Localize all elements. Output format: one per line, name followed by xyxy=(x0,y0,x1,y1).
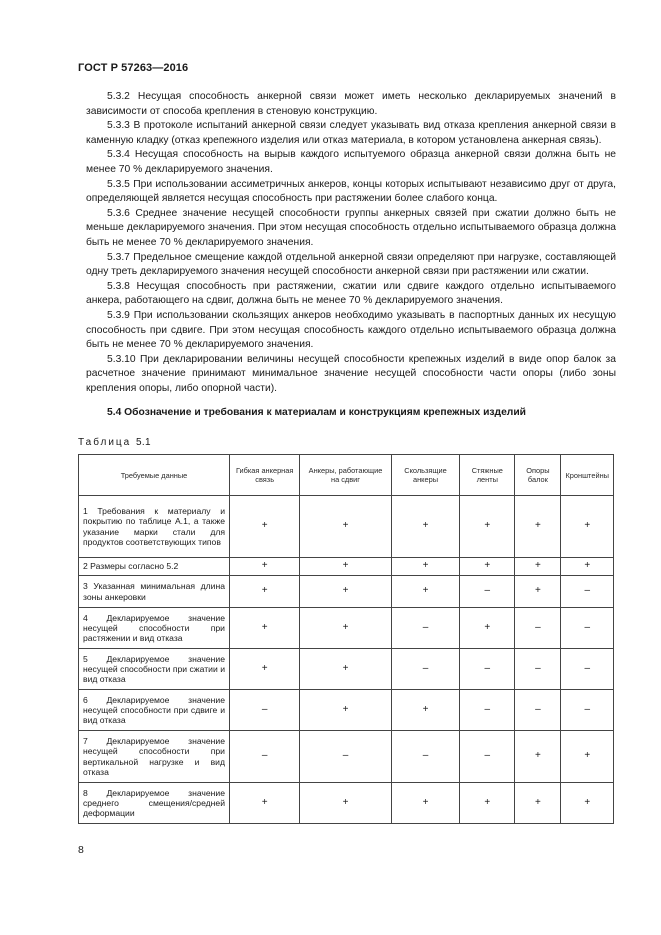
cell-mark: – xyxy=(460,576,515,608)
cell-mark: + xyxy=(515,496,561,558)
cell-mark: + xyxy=(230,558,300,576)
cell-mark: + xyxy=(460,783,515,824)
paragraph-5-3-9: 5.3.9 При использовании скользящих анкеров необходимо указывать в паспортных данных их несущую способность при сдвиге. При этом несущая способность каждого отдельно испытываемого образца должна быть не менее 70 % декларируемого значения. xyxy=(86,309,616,351)
header-beam-supports: Опоры балок xyxy=(515,455,561,496)
cell-mark: + xyxy=(300,783,391,824)
paragraph-5-3-10: 5.3.10 При декларировании величины несущей способности крепежных изделий в виде опор балок за расчетное значение принимают минимальное значение несущей способности части опоры (либо зоны крепления опоры, либо опорной части). xyxy=(86,353,616,394)
table-row xyxy=(79,576,614,608)
row-label: 1 Требования к материалу и покрытию по таблице А.1, а также указание марки стали для продуктов соответствующих типов xyxy=(79,496,230,558)
cell-mark: – xyxy=(460,649,515,690)
paragraph-5-3-5: 5.3.5 При использовании ассиметричных анкеров, концы которых испытывают независимо друг от друга, определяющей является несущая способность при растяжении более слабого конца. xyxy=(86,178,616,205)
cell-mark: + xyxy=(561,731,614,783)
cell-mark: – xyxy=(561,576,614,608)
paragraph-5-3-6: 5.3.6 Среднее значение несущей способности группы анкерных связей при сжатии должно быть не меньше декларируемого значения. При этом несущая способность отдельно испытываемого образца должна быть не менее 70 % декларируемого значения. xyxy=(86,207,616,248)
page-number: 8 xyxy=(78,844,84,856)
header-shear-anchors: Анкеры, работающие на сдвиг xyxy=(300,455,391,496)
cell-mark: + xyxy=(230,576,300,608)
table-row xyxy=(79,783,614,824)
row-label: 7 Декларируемое значение несущей способности при вертикальной нагрузке и вид отказа xyxy=(79,731,230,783)
cell-mark: + xyxy=(460,496,515,558)
body-text xyxy=(86,90,616,396)
cell-mark: – xyxy=(391,608,460,649)
row-label: 6 Декларируемое значение несущей способности при сдвиге и вид отказа xyxy=(79,690,230,731)
cell-mark: – xyxy=(515,608,561,649)
cell-mark: – xyxy=(515,690,561,731)
cell-mark: + xyxy=(391,558,460,576)
cell-mark: + xyxy=(460,608,515,649)
cell-mark: + xyxy=(230,783,300,824)
table-row xyxy=(79,731,614,783)
cell-mark: + xyxy=(230,608,300,649)
header-tie-straps: Стяжные ленты xyxy=(460,455,515,496)
cell-mark: + xyxy=(515,731,561,783)
cell-mark: + xyxy=(300,649,391,690)
cell-mark: + xyxy=(561,783,614,824)
table-row xyxy=(79,496,614,558)
paragraph-5-3-3: 5.3.3 В протоколе испытаний анкерной связи следует указывать вид отказа крепления анкерной связи в каменную кладку (отказ крепежного изделия или отказ материала, в котором установлена анкерная связь). xyxy=(86,120,616,146)
cell-mark: – xyxy=(300,731,391,783)
cell-mark: + xyxy=(515,576,561,608)
paragraph-5-3-8: 5.3.8 Несущая способность при растяжении, сжатии или сдвиге каждого отдельно испытываемого анкера, работающего на сдвиг, должна быть не менее 70 % декларируемого значения. xyxy=(86,280,616,307)
row-label: 3 Указанная минимальная длина зоны анкеровки xyxy=(79,576,230,608)
cell-mark: + xyxy=(300,558,391,576)
section-title: 5.4 Обозначение и требования к материалам и конструкциям крепежных изделий xyxy=(107,407,526,418)
table-caption-number: 5.1 xyxy=(136,437,151,448)
table-row xyxy=(79,690,614,731)
cell-mark: + xyxy=(561,496,614,558)
paragraph-5-3-7: 5.3.7 Предельное смещение каждой отдельной анкерной связи определяют при нагрузке, составляющей одну треть декларируемого значения несущей способности анкерной связи при растяжении или сжатии. xyxy=(86,251,616,278)
cell-mark: + xyxy=(300,576,391,608)
paragraph-5-3-2: 5.3.2 Несущая способность анкерной связи может иметь несколько декларируемых значений в зависимости от способа крепления в стеновую конструкцию. xyxy=(86,91,616,117)
cell-mark: – xyxy=(561,608,614,649)
cell-mark: + xyxy=(515,783,561,824)
cell-mark: – xyxy=(230,690,300,731)
table-row xyxy=(79,608,614,649)
table-row xyxy=(79,558,614,576)
cell-mark: + xyxy=(230,496,300,558)
row-label: 2 Размеры согласно 5.2 xyxy=(79,558,230,576)
header-flexible-anchor: Гибкая анкерная связь xyxy=(230,455,300,496)
row-label: 8 Декларируемое значение среднего смещения/средней деформации xyxy=(79,783,230,824)
cell-mark: + xyxy=(300,608,391,649)
cell-mark: + xyxy=(300,690,391,731)
cell-mark: + xyxy=(391,576,460,608)
requirements-table xyxy=(78,454,614,824)
table-caption xyxy=(78,437,151,448)
row-label: 4 Декларируемое значение несущей способности при растяжении и вид отказа xyxy=(79,608,230,649)
cell-mark: – xyxy=(391,731,460,783)
document-header: ГОСТ Р 57263—2016 xyxy=(78,62,189,74)
cell-mark: + xyxy=(561,558,614,576)
cell-mark: + xyxy=(230,649,300,690)
cell-mark: + xyxy=(300,496,391,558)
cell-mark: – xyxy=(460,731,515,783)
header-required-data: Требуемые данные xyxy=(79,455,230,496)
cell-mark: – xyxy=(561,649,614,690)
cell-mark: – xyxy=(391,649,460,690)
paragraph-5-3-4: 5.3.4 Несущая способность на вырыв каждого испытуемого образца анкерной связи должна быть не менее 70 % декларируемого значения. xyxy=(86,149,616,175)
cell-mark: + xyxy=(460,558,515,576)
cell-mark: – xyxy=(460,690,515,731)
table-row xyxy=(79,649,614,690)
cell-mark: + xyxy=(391,496,460,558)
row-label: 5 Декларируемое значение несущей способности при сжатии и вид отказа xyxy=(79,649,230,690)
cell-mark: + xyxy=(391,783,460,824)
header-brackets: Кронштейны xyxy=(561,455,614,496)
table-header-row xyxy=(79,455,614,496)
cell-mark: – xyxy=(230,731,300,783)
table-caption-label: Таблица xyxy=(78,437,132,448)
cell-mark: + xyxy=(515,558,561,576)
cell-mark: – xyxy=(561,690,614,731)
header-sliding-anchors: Скользящие анкеры xyxy=(391,455,460,496)
cell-mark: – xyxy=(515,649,561,690)
cell-mark: + xyxy=(391,690,460,731)
